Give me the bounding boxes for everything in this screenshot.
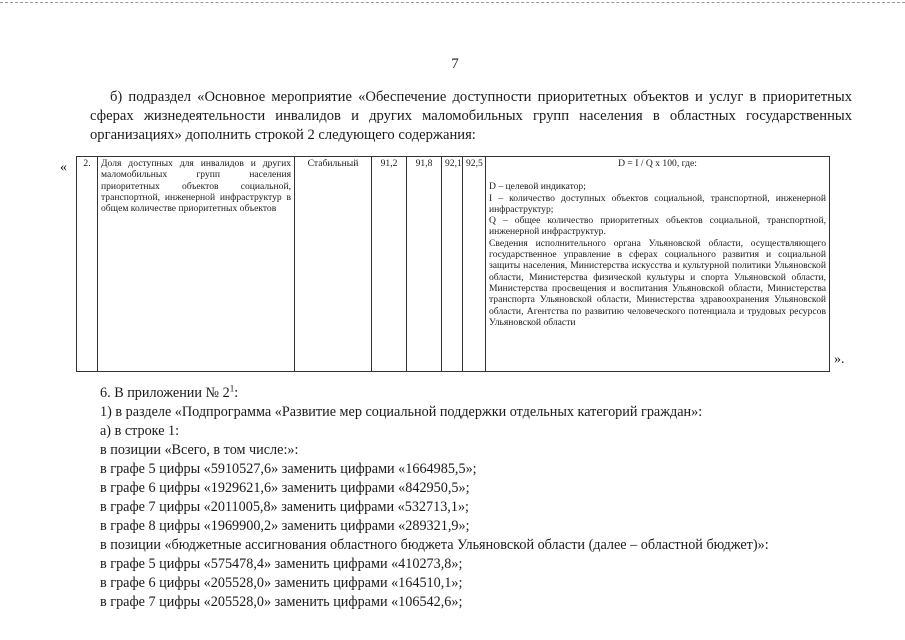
text-line: в графе 8 цифры «1969900,2» заменить цифрами «289321,9»; [100, 518, 470, 534]
scan-edge-line [0, 2, 905, 3]
text-line: а) в строке 1: [100, 423, 180, 439]
value-cell-3: 92,1 [442, 157, 463, 372]
opening-quote: « [60, 160, 67, 175]
indicator-name: Доля доступных для инвалидов и других маломобильных групп населения приоритетных объектов социальной, транспортной, инженерной инфраструктур в общем количестве приоритетных объектов [98, 157, 295, 372]
intro-paragraph: б) подраздел «Основное мероприятие «Обеспечение доступности приоритетных объектов и услуг в приоритетных сферах жизнедеятельности инвалидов и других маломобильных групп населения в областных государственных организациях» дополнить строкой 2 следующего содержания: [90, 89, 852, 143]
text-line: в графе 6 цифры «205528,0» заменить цифрами «164510,1»; [100, 575, 463, 591]
formula-line: I – количество доступных объектов социальной, транспортной, инженерной инфраструктур; [489, 192, 826, 215]
superscript: 1 [229, 383, 235, 394]
value-cell-1: 91,2 [372, 157, 407, 372]
text-line: 1) в разделе «Подпрограмма «Развитие мер социальной поддержки отдельных категорий граждан»: [100, 404, 703, 420]
text-line: в графе 7 цифры «2011005,8» заменить цифрами «532713,1»; [100, 499, 469, 515]
value-cell-2: 91,8 [407, 157, 442, 372]
text-line: в графе 5 цифры «5910527,6» заменить цифрами «1664985,5»; [100, 461, 477, 477]
text-line: в графе 5 цифры «575478,4» заменить цифрами «410273,8»; [100, 556, 463, 572]
table-row [77, 157, 830, 372]
closing-quote: ». [834, 352, 845, 367]
text-line: в позиции «Всего, в том числе:»: [100, 442, 299, 458]
formula-line: D – целевой индикатор; [489, 181, 586, 193]
formula-line: Сведения исполнительного органа Ульяновской области, осуществляющего государственное управление в сферах социального развития и социальной защиты населения, Министерства искусства и культурной политики Ульяновской области, Министерства физической культуры и спорта Ульяновской области, Министерства просвещения и воспитания Ульяновской области, Министерства транспорта Ульяновской области, Министерства здравоохранения Ульяновской области, Агентства по развитию человеческого потенциала и трудовых ресурсов Ульяновской области [489, 237, 826, 328]
formula-line: Q – общее количество приоритетных объектов социальной, транспортной, инженерной инфраструктур. [489, 215, 826, 238]
text-line: в графе 7 цифры «205528,0» заменить цифрами «106542,6»; [100, 594, 463, 610]
indicator-table [76, 156, 830, 372]
amendment-text [100, 384, 860, 612]
section-heading: 6. В приложении № $2^1$: [100, 383, 239, 401]
formula-title: D = I / Q x 100, где: [618, 158, 697, 169]
formula-cell [486, 157, 830, 372]
indicator-type: Стабильный [295, 157, 372, 372]
page-number: 7 [451, 56, 459, 72]
row-number: 2. [77, 157, 98, 372]
text-line: в позиции «бюджетные ассигнования областного бюджета Ульяновской области (далее – областной бюджет)»: [100, 537, 769, 553]
value-cell-4: 92,5 [463, 157, 486, 372]
text-line: в графе 6 цифры «1929621,6» заменить цифрами «842950,5»; [100, 480, 470, 496]
